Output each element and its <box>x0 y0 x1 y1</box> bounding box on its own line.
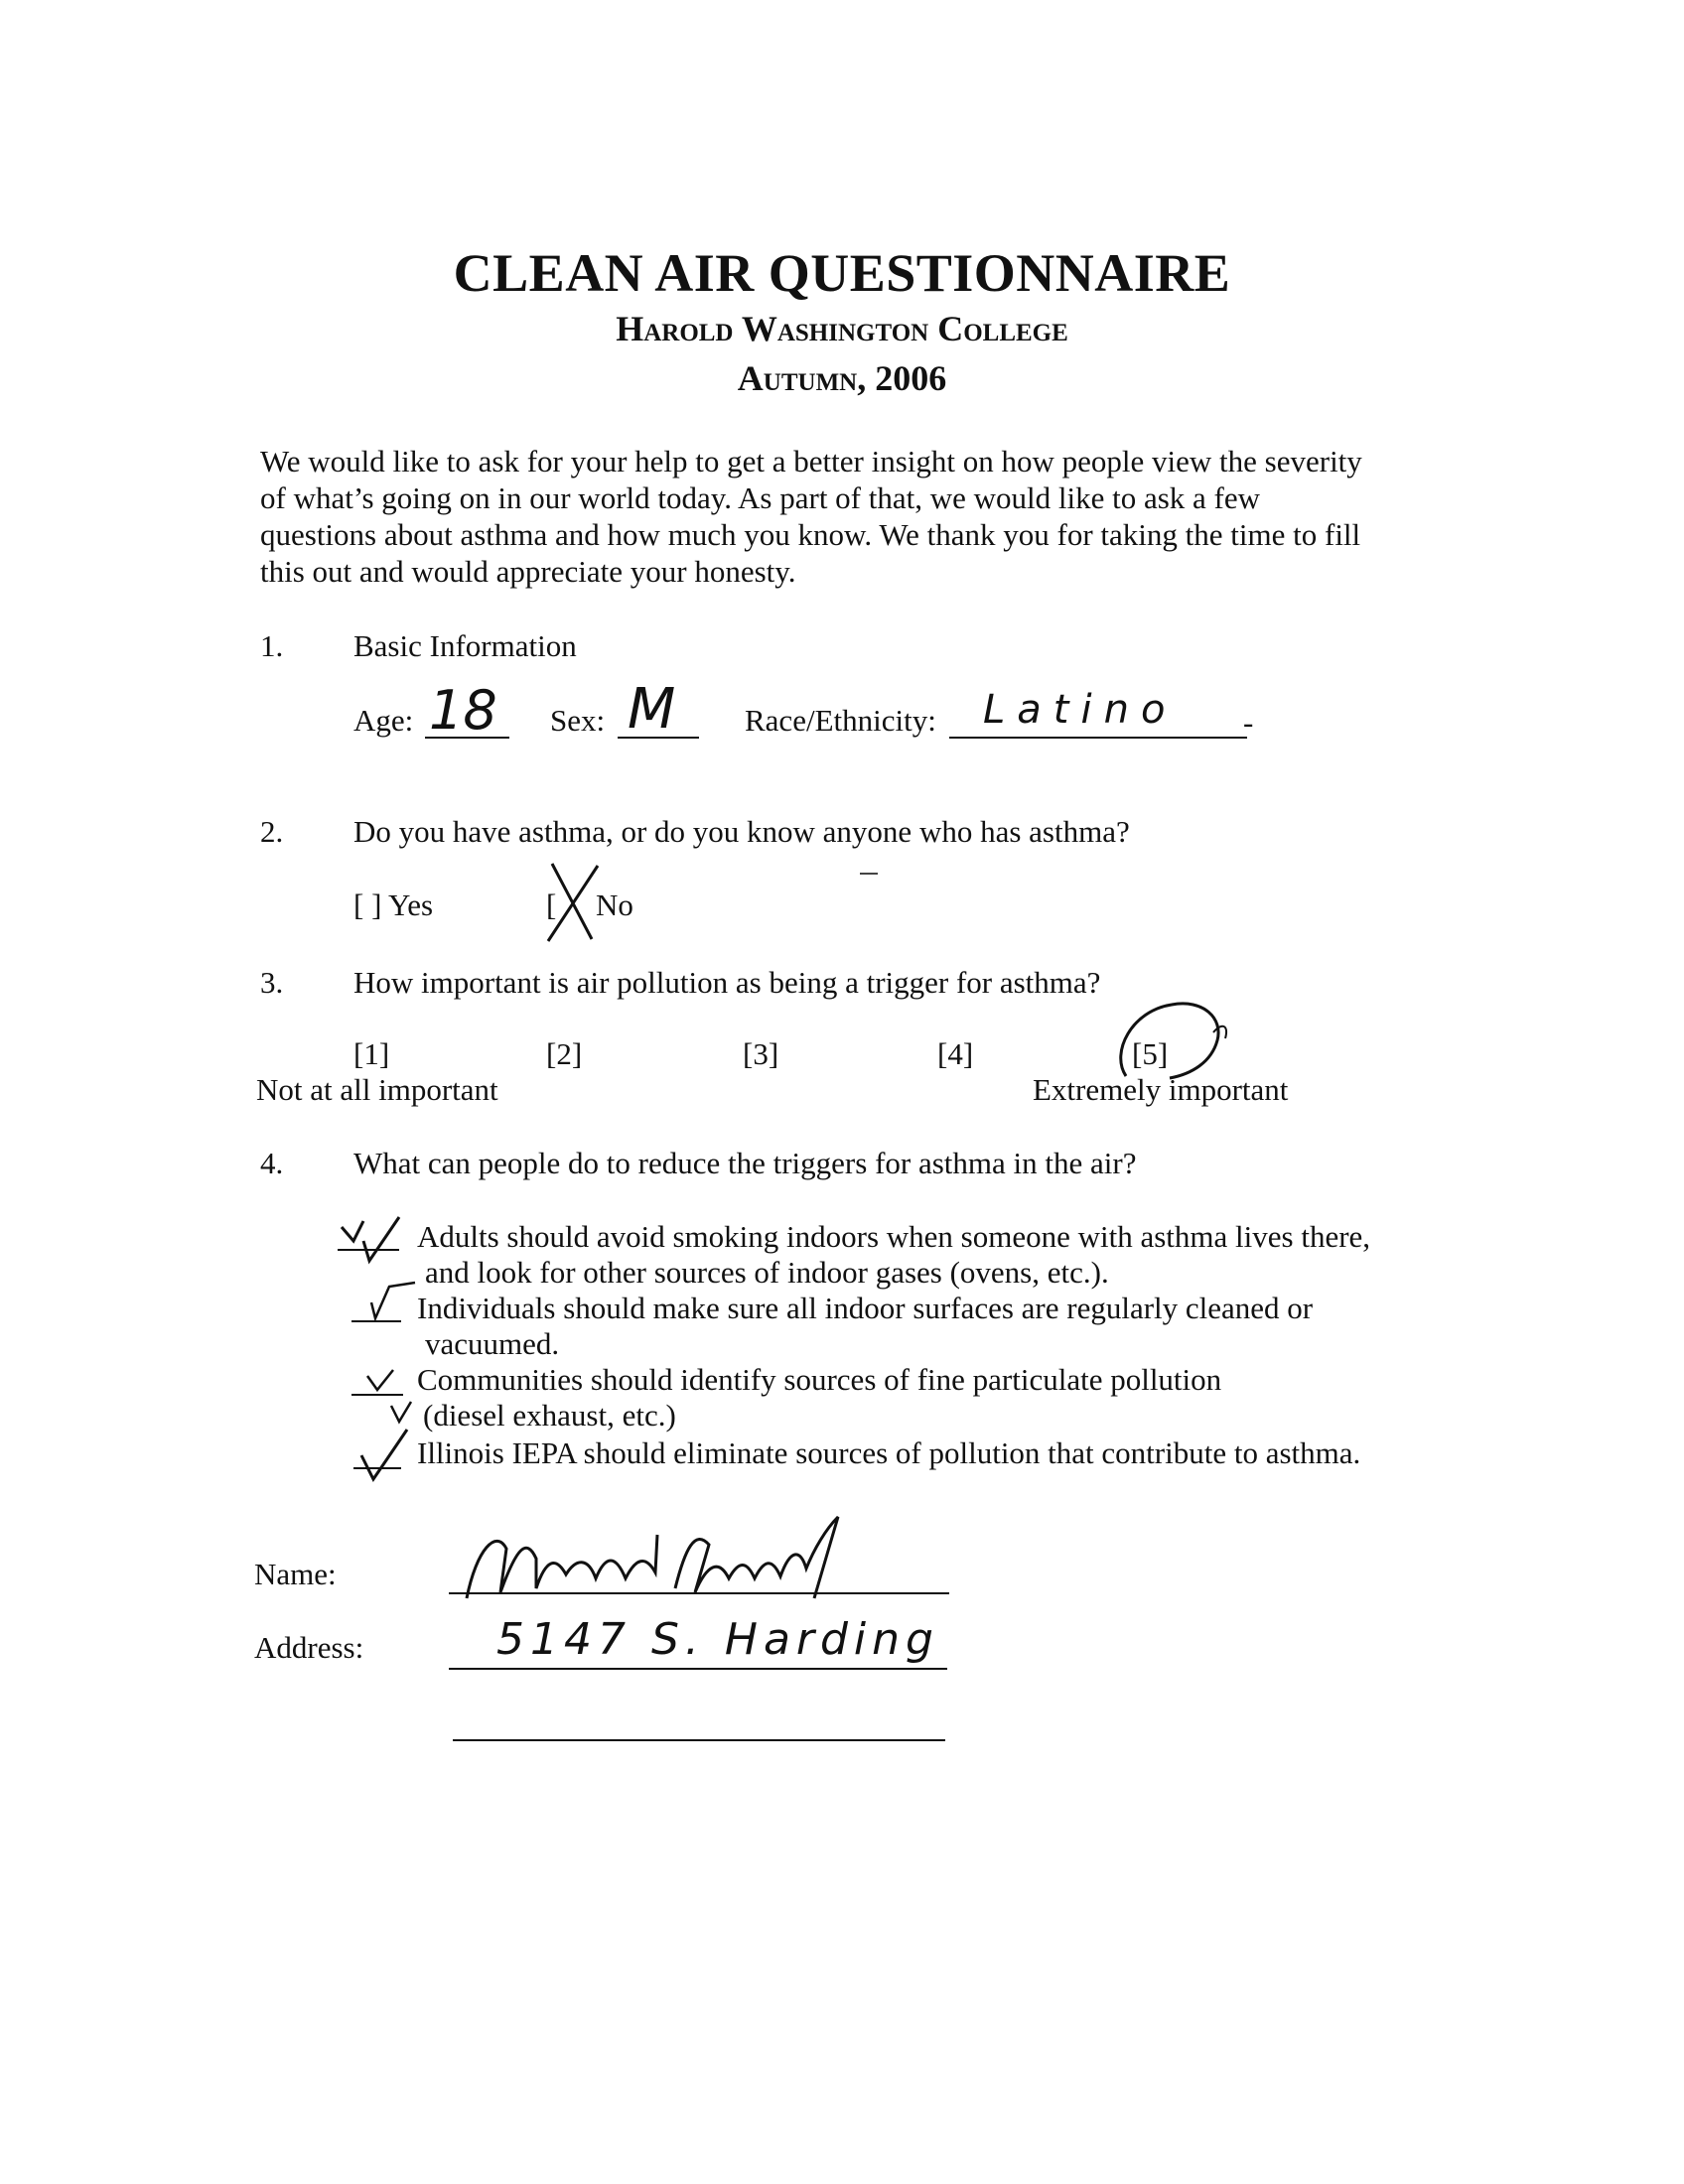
q4-number: 4. <box>260 1146 284 1180</box>
scale-option-4[interactable]: [4] <box>937 1036 974 1071</box>
intro-line: We would like to ask for your help to get a better insight on how people view the severity <box>260 444 1362 478</box>
yes-checkbox[interactable]: [ ] Yes <box>353 887 434 922</box>
trailing-dash: - <box>1243 705 1254 740</box>
scale-high-label: Extremely important <box>1033 1072 1289 1107</box>
option-4-line-1: Illinois IEPA should eliminate sources of pollution that contribute to asthma. <box>417 1435 1361 1470</box>
no-checkbox-x-mark <box>548 864 598 941</box>
option-3-line-2: (diesel exhaust, etc.) <box>423 1398 676 1433</box>
scale-option-2[interactable]: [2] <box>546 1036 583 1071</box>
sex-label: Sex: <box>550 703 606 738</box>
q2-question: Do you have asthma, or do you know anyone who has asthma? <box>353 814 1130 849</box>
option-2-line-1: Individuals should make sure all indoor surfaces are regularly cleaned or <box>417 1291 1314 1325</box>
q1-label: Basic Information <box>353 628 577 663</box>
address-label: Address: <box>254 1630 364 1665</box>
scale-option-3[interactable]: [3] <box>743 1036 779 1071</box>
intro-line: questions about asthma and how much you know. We thank you for taking the time to fill <box>260 517 1361 552</box>
signature-mark <box>467 1517 838 1598</box>
option-4-check-mark <box>361 1430 407 1479</box>
q2-number: 2. <box>260 814 284 849</box>
option-2-check-mark <box>371 1283 415 1318</box>
race-label: Race/Ethnicity: <box>745 703 936 738</box>
intro-line: of what’s going on in our world today. As part of that, we would like to ask a few <box>260 480 1261 515</box>
scale-low-label: Not at all important <box>256 1072 498 1107</box>
q3-question: How important is air pollution as being a trigger for asthma? <box>353 965 1101 1000</box>
q3-number: 3. <box>260 965 284 1000</box>
q4-question: What can people do to reduce the triggers for asthma in the air? <box>353 1146 1137 1180</box>
q1-number: 1. <box>260 628 284 663</box>
option-1-check-mark <box>342 1217 399 1261</box>
option-1-line-1: Adults should avoid smoking indoors when someone with asthma lives there, <box>417 1219 1371 1254</box>
option-3-line-1: Communities should identify sources of fine particulate pollution <box>417 1362 1222 1397</box>
age-value[interactable]: 18 <box>429 679 497 742</box>
scale-option-1[interactable]: [1] <box>353 1036 390 1071</box>
no-checkbox-bracket[interactable]: [ <box>546 887 557 922</box>
intro-line: this out and would appreciate your honesty. <box>260 554 796 589</box>
option-3-check-mark <box>367 1370 411 1422</box>
option-2-line-2: vacuumed. <box>425 1326 560 1361</box>
name-label: Name: <box>254 1557 337 1591</box>
scale-option-5[interactable]: [5] <box>1132 1036 1169 1071</box>
age-label: Age: <box>353 703 414 738</box>
college-name: Harold Washington College <box>616 309 1068 348</box>
form-title: CLEAN AIR QUESTIONNAIRE <box>453 243 1231 303</box>
race-value[interactable]: Latino <box>983 687 1178 733</box>
sex-value[interactable]: M <box>628 677 676 742</box>
no-option-label[interactable]: No <box>596 887 633 922</box>
term: Autumn, 2006 <box>737 358 947 398</box>
selected-5-circle-mark <box>1121 1004 1218 1078</box>
address-value[interactable]: 5147 S. Harding <box>496 1614 939 1665</box>
option-1-line-2: and look for other sources of indoor gases (ovens, etc.). <box>425 1255 1109 1290</box>
